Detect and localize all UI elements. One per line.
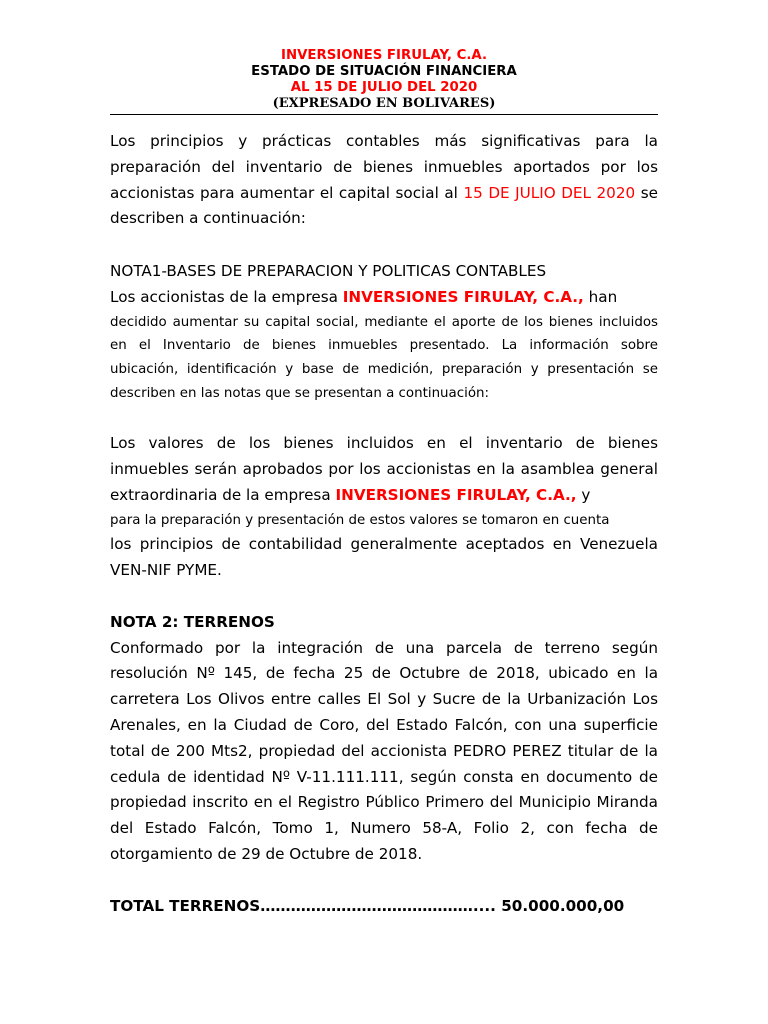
nota1-p2-text: Los valores de los bienes incluidos en el inventario de bienes inmuebles serán aprobados por los accionistas en la asamblea general extraordinaria de la empresa [110,434,658,504]
header-divider [110,114,658,115]
total-terrenos: TOTAL TERRENOS…………………………………….... 50.000.000,00 [110,896,625,915]
intro-text: Los principios y prácticas contables más significativas para la preparación del inventario de bienes inmuebles aportados por los accionistas para aumentar el capital social al [110,132,658,202]
nota1-paragraph-2-small: para la preparación y presentación de estos valores se tomaron en cuenta [110,512,610,528]
nota1-p1-company: INVERSIONES FIRULAY, C.A., [342,287,584,306]
company-name: INVERSIONES FIRULAY, C.A. [281,48,487,63]
nota2-heading: NOTA 2: TERRENOS [110,612,275,631]
document-header [110,48,658,112]
nota1-paragraph-1-body: decidido aumentar su capital social, mediante el aporte de los bienes incluidos en el Inventario de bienes inmuebles presentado. La información sobre ubicación, identificación y base de medición, preparación y presentación se describen en las notas que se presentan a continuación: [110,314,658,401]
nota1-p1-text-end: han [583,287,618,306]
nota1-paragraph-2-end: los principios de contabilidad generalmente aceptados en Venezuela VEN-NIF PYME. [110,535,658,579]
nota1-heading: NOTA1-BASES DE PREPARACION Y POLITICAS CONTABLES [110,262,547,281]
intro-date: 15 DE JULIO DEL 2020 [463,183,636,202]
statement-title: ESTADO DE SITUACIÓN FINANCIERA [251,64,517,79]
nota1-p1-text: Los accionistas de la empresa [110,287,343,306]
currency-note: (EXPRESADO EN BOLIVARES) [272,96,496,111]
intro-text-end: se describen a continuación: [110,183,658,228]
document-page [110,48,658,920]
nota1-p2-text-end: y [576,485,591,504]
nota1-paragraph-2 [110,431,658,508]
statement-date: AL 15 DE JULIO DEL 2020 [290,80,478,95]
intro-paragraph [110,129,658,232]
nota1-paragraph-1-lead [110,285,658,311]
nota2-body: Conformado por la integración de una parcela de terreno según resolución Nº 145, de fecha 25 de Octubre de 2018, ubicado en la carretera Los Olivos entre calles El Sol y Sucre de la Urbanización Los Arenales, en la Ciudad de Coro, del Estado Falcón, con una superficie total de 200 Mts2, propiedad del accionista PEDRO PEREZ titular de la cedula de identidad Nº V-11.111.111, según consta en documento de propiedad inscrito en el Registro Público Primero del Municipio Miranda del Estado Falcón, Tomo 1, Numero 58-A, Folio 2, con fecha de otorgamiento de 29 de Octubre de 2018. [110,638,658,863]
nota1-p2-company: INVERSIONES FIRULAY, C.A., [335,485,577,504]
